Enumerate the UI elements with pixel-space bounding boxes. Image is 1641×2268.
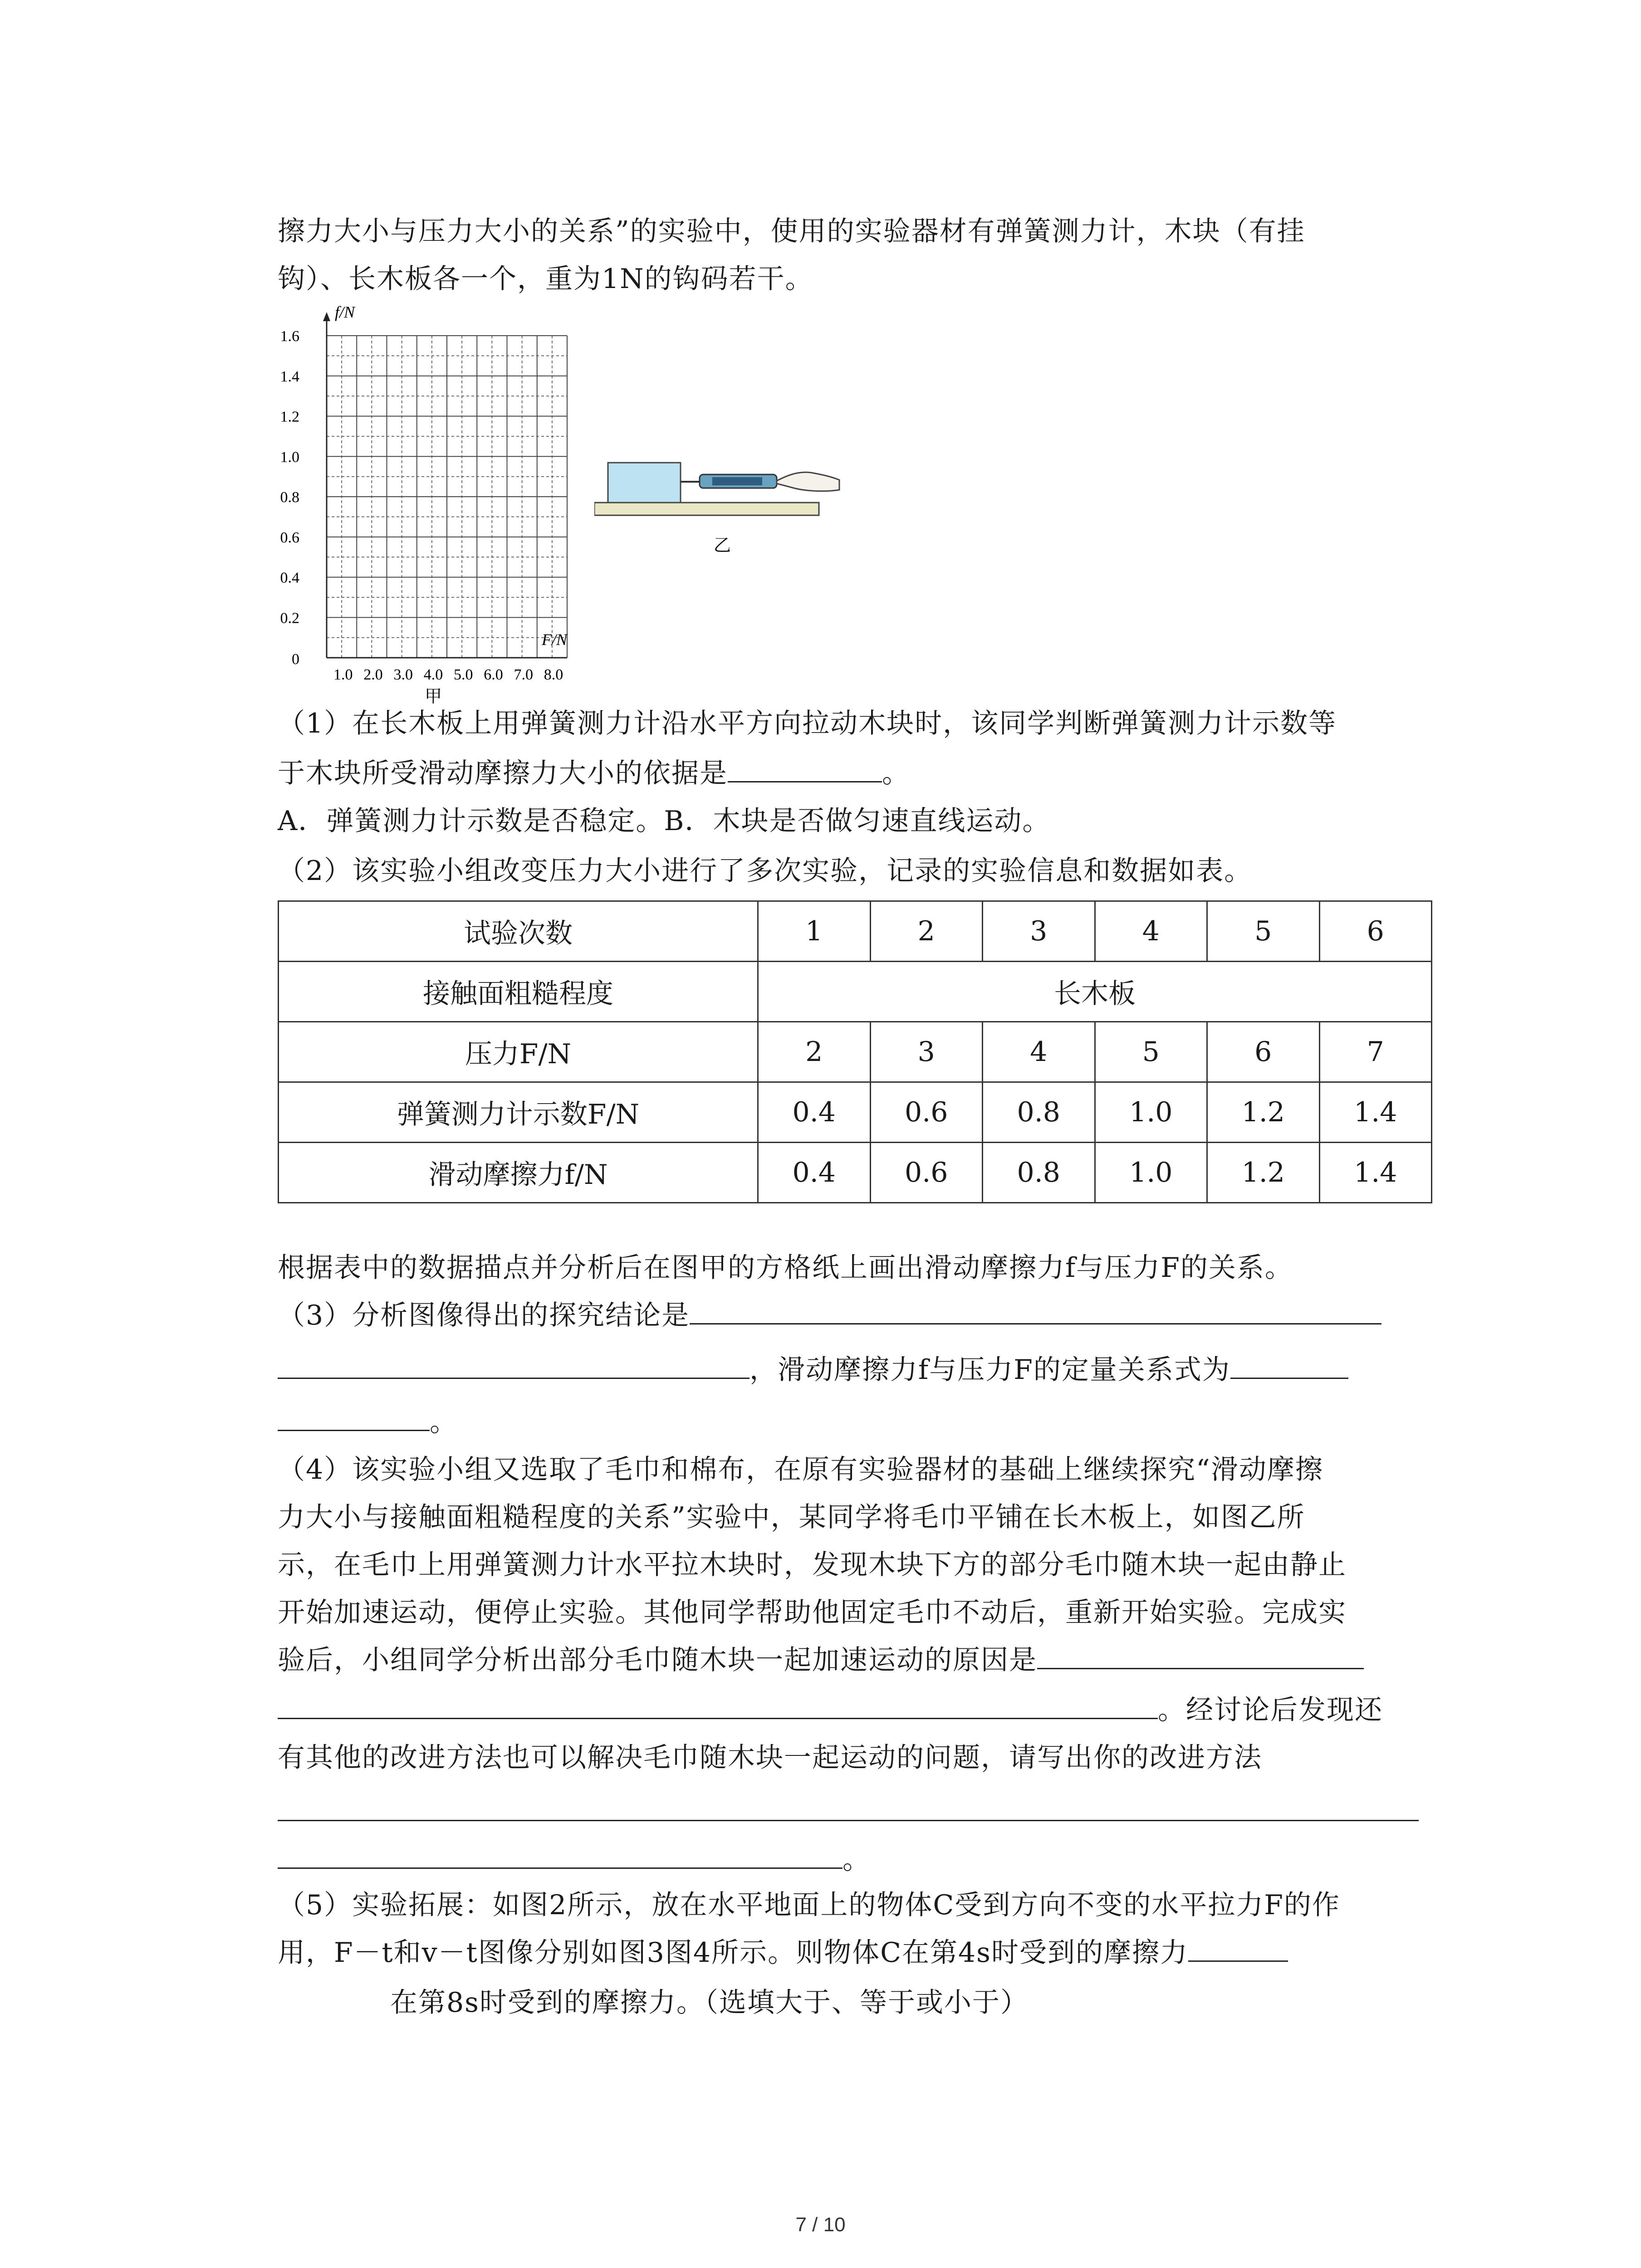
table-cell: 1.2 — [1207, 1143, 1320, 1203]
x-tick-label: 7.0 — [514, 666, 533, 683]
y-tick-label: 1.0 — [280, 449, 299, 466]
q1-line-1: （1）在长木板上用弹簧测力计沿水平方向拉动木块时，该同学判断弹簧测力计示数等 — [278, 708, 1337, 739]
intro-line-2: 钩）、长木板各一个，重为1N的钩码若干。 — [278, 263, 813, 295]
y-tick-label: 0.8 — [280, 489, 299, 506]
table-cell: 5 — [1095, 1022, 1207, 1082]
q2-line-1: （2）该实验小组改变压力大小进行了多次实验，记录的实验信息和数据如表。 — [278, 855, 1253, 887]
table-cell: 1.4 — [1319, 1082, 1432, 1143]
q3-conclusion-blank-cont[interactable] — [278, 1377, 749, 1379]
q4-line-8 — [278, 1794, 1419, 1830]
q3-relation-prompt: ，滑动摩擦力f与压力F的定量关系式为 — [749, 1354, 1230, 1386]
hand-icon — [777, 472, 839, 491]
y-tick-label: 1.2 — [280, 408, 299, 425]
table-cell: 0.4 — [758, 1143, 871, 1203]
intro-line-1: 擦力大小与压力大小的关系”的实验中，使用的实验器材有弹簧测力计，木块（有挂 — [278, 215, 1305, 247]
table-cell: 6 — [1207, 1022, 1320, 1082]
grid-lines — [327, 336, 567, 658]
table-cell: 0.8 — [983, 1143, 1095, 1203]
q4-line-6 — [278, 1692, 1383, 1728]
table-cell: 0.6 — [870, 1143, 983, 1203]
q1-options: A．弹簧测力计示数是否稳定。B．木块是否做匀速直线运动。 — [278, 805, 1051, 837]
table-row-pressure — [279, 1022, 1432, 1082]
table-cell: 2 — [758, 1022, 871, 1082]
table-cell: 1.0 — [1095, 1143, 1207, 1203]
q4-period: 。 — [843, 1844, 871, 1876]
figure-yi-caption: 乙 — [713, 535, 731, 555]
q3-conclusion-blank[interactable] — [690, 1323, 1381, 1325]
data-table — [278, 900, 1432, 1203]
q3-prompt: （3）分析图像得出的探究结论是 — [278, 1300, 690, 1331]
x-tick-label: 5.0 — [454, 666, 473, 683]
after-table-text: 根据表中的数据描点并分析后在图甲的方格纸上画出滑动摩擦力f与压力F的关系。 — [278, 1252, 1293, 1284]
table-cell: 1.4 — [1319, 1143, 1432, 1203]
table-header-cell: 压力F/N — [279, 1022, 758, 1082]
table-cell: 0.8 — [983, 1082, 1095, 1143]
table-header-cell: 试验次数 — [279, 901, 758, 962]
q4-line-7: 有其他的改进方法也可以解决毛巾随木块一起运动的问题，请写出你的改进方法 — [278, 1742, 1262, 1774]
table-cell: 0.4 — [758, 1082, 871, 1143]
q4-reason-blank[interactable] — [1037, 1667, 1364, 1669]
figure-jia-caption: 甲 — [424, 686, 442, 706]
table-header-cell: 滑动摩擦力f/N — [279, 1143, 758, 1203]
table-cell: 7 — [1319, 1022, 1432, 1082]
figure-jia-grid — [254, 299, 572, 726]
y-tick-labels — [280, 328, 300, 668]
y-tick-label: 0.2 — [280, 610, 299, 627]
y-tick-label: 0.6 — [280, 529, 299, 546]
x-axis-label: F/N — [541, 631, 567, 649]
q5-line-2 — [278, 1935, 1288, 1971]
table-row-reading — [279, 1082, 1432, 1143]
q4-discussion-text: 。经讨论后发现还 — [1158, 1694, 1383, 1726]
q4-line-4: 开始加速运动，便停止实验。其他同学帮助他固定毛巾不动后，重新开始实验。完成实 — [278, 1597, 1347, 1628]
table-row-surface — [279, 962, 1432, 1022]
q5-line-1: （5）实验拓展：如图2所示，放在水平地面上的物体C受到方向不变的水平拉力F的作 — [278, 1889, 1340, 1921]
y-axis-arrow — [323, 312, 330, 321]
table-header-cell: 接触面粗糙程度 — [279, 962, 758, 1022]
x-tick-label: 2.0 — [363, 666, 383, 683]
q5-answer-blank[interactable] — [1188, 1960, 1288, 1962]
q5-line-3: 在第8s时受到的摩擦力。（选填大于、等于或小于） — [390, 1987, 1029, 2019]
x-tick-label: 8.0 — [544, 666, 563, 683]
spring-scale-window — [712, 477, 762, 485]
table-cell: 2 — [870, 901, 983, 962]
q4-method-blank-cont[interactable] — [278, 1867, 843, 1869]
x-tick-labels — [333, 666, 563, 683]
table-cell: 3 — [983, 901, 1095, 962]
x-tick-label: 3.0 — [393, 666, 413, 683]
table-cell: 6 — [1319, 901, 1432, 962]
x-tick-label: 1.0 — [333, 666, 353, 683]
q1-prompt: 于木块所受滑动摩擦力大小的依据是 — [278, 758, 728, 789]
long-board — [594, 503, 819, 515]
q1-answer-blank[interactable] — [728, 781, 882, 782]
x-tick-label: 6.0 — [484, 666, 503, 683]
q3-line-1 — [278, 1297, 1381, 1334]
q4-method-blank[interactable] — [278, 1819, 1419, 1821]
table-cell-merged: 长木板 — [758, 962, 1432, 1022]
q4-reason-blank-cont[interactable] — [278, 1717, 1158, 1719]
page-number: 7 / 10 — [795, 2214, 846, 2236]
y-tick-label: 0.4 — [280, 569, 299, 587]
q3-line-3 — [278, 1404, 458, 1440]
table-row-trial — [279, 901, 1432, 962]
table-cell: 4 — [983, 1022, 1095, 1082]
table-cell: 1 — [758, 901, 871, 962]
q4-line-5 — [278, 1642, 1364, 1678]
y-axis-label: f/N — [335, 303, 355, 321]
q4-line-9 — [278, 1842, 871, 1878]
y-tick-label: 1.4 — [280, 368, 299, 385]
q3-formula-blank[interactable] — [1230, 1377, 1348, 1379]
q4-line-1: （4）该实验小组又选取了毛巾和棉布，在原有实验器材的基础上继续探究“滑动摩擦 — [278, 1454, 1323, 1486]
figure-yi — [594, 454, 867, 562]
table-cell: 1.0 — [1095, 1082, 1207, 1143]
q4-line-3: 示，在毛巾上用弹簧测力计水平拉木块时，发现木块下方的部分毛巾随木块一起由静止 — [278, 1549, 1347, 1581]
q4-reason-prompt: 验后，小组同学分析出部分毛巾随木块一起加速运动的原因是 — [278, 1644, 1037, 1676]
q3-formula-blank-cont[interactable] — [278, 1429, 430, 1431]
q3-period: 。 — [430, 1406, 458, 1438]
y-tick-label: 1.6 — [280, 328, 299, 345]
q3-line-2 — [278, 1352, 1348, 1388]
table-header-cell: 弹簧测力计示数F/N — [279, 1082, 758, 1143]
x-tick-label: 4.0 — [423, 666, 443, 683]
q1-period: 。 — [882, 758, 910, 789]
table-cell: 3 — [870, 1022, 983, 1082]
table-row-friction — [279, 1143, 1432, 1203]
table-cell: 1.2 — [1207, 1082, 1320, 1143]
wood-block — [608, 463, 681, 503]
q4-line-2: 力大小与接触面粗糙程度的关系”实验中，某同学将毛巾平铺在长木板上，如图乙所 — [278, 1501, 1305, 1533]
q1-line-2 — [278, 755, 910, 792]
table-cell: 4 — [1095, 901, 1207, 962]
table-cell: 0.6 — [870, 1082, 983, 1143]
y-tick-label: 0 — [292, 651, 299, 668]
table-cell: 5 — [1207, 901, 1320, 962]
q5-prompt: 用，F－t和v－t图像分别如图3图4所示。则物体C在第4s时受到的摩擦力 — [278, 1937, 1188, 1969]
